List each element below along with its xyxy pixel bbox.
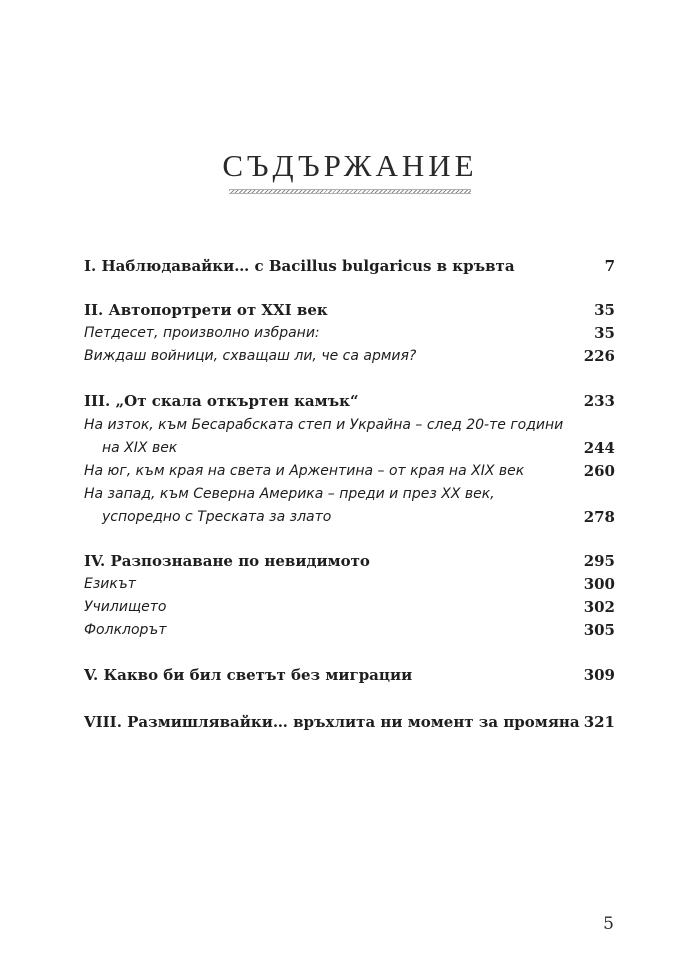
toc-entry-chapter-2	[84, 298, 615, 322]
toc-entry-page: 233	[583, 392, 615, 410]
toc-entry-section	[84, 618, 615, 642]
toc-entry-label: Езикът	[84, 576, 136, 592]
toc-entry-label: VIII. Размишлявайки… връхлита ни момент за промяна	[84, 713, 580, 731]
toc-entry-page: 244	[583, 439, 615, 457]
toc-entry-section	[84, 595, 615, 619]
toc-entry-page: 300	[583, 575, 615, 593]
toc-entry-section	[84, 344, 615, 368]
toc-entry-page: 295	[583, 552, 615, 570]
toc-entry-label: Петдесет, произволно избрани:	[84, 325, 320, 341]
page-number: 5	[603, 914, 614, 934]
toc-entry-label: На юг, към края на света и Аржентина – от края на XIX век	[84, 463, 525, 479]
toc-entry-section	[84, 413, 615, 437]
page-title: СЪДЪРЖАНИЕ	[222, 148, 478, 183]
toc-entry-section	[84, 572, 615, 596]
toc-entry-page: 309	[583, 666, 615, 684]
title-ornament-divider	[229, 189, 471, 194]
toc-entry-page: 321	[583, 713, 615, 731]
toc-entry-page: 35	[594, 301, 615, 319]
toc-entry-label: На запад, към Северна Америка – преди и през XX век,	[84, 486, 495, 502]
toc-entry-section	[84, 459, 615, 483]
toc-entry-label: II. Автопортрети от XXI век	[84, 301, 328, 319]
toc-entry-label: успоредно с Треската за злато	[102, 509, 332, 525]
toc-entry-label: на XIX век	[102, 440, 178, 456]
toc-entry-section	[84, 482, 615, 506]
toc-entry-label: Виждаш войници, схващаш ли, че са армия?	[84, 348, 417, 364]
toc-entry-section	[84, 321, 615, 345]
toc-entry-chapter-1	[84, 254, 615, 278]
toc-entry-section-continuation	[84, 505, 615, 529]
toc-entry-page: 302	[583, 598, 615, 616]
toc-entry-label: V. Какво би бил светът без миграции	[84, 666, 413, 684]
toc-entry-page: 35	[594, 324, 615, 342]
toc-entry-chapter-8	[84, 710, 615, 734]
toc-entry-label: Училището	[84, 599, 167, 615]
toc-entry-page: 278	[583, 508, 615, 526]
toc-entry-page: 305	[583, 621, 615, 639]
toc-entry-page: 260	[583, 462, 615, 480]
toc-entry-page: 226	[583, 347, 615, 365]
toc-entry-chapter-3	[84, 389, 615, 413]
toc-entry-section-continuation	[84, 436, 615, 460]
toc-entry-page: 7	[604, 257, 615, 275]
toc-entry-label: На изток, към Бесарабската степ и Украйна – след 20-те години	[84, 417, 564, 433]
toc-entry-label: IV. Разпознаване по невидимото	[84, 552, 370, 570]
toc-entry-label: I. Наблюдавайки… с Bacillus bulgaricus в кръвта	[84, 257, 515, 275]
toc-entry-label: Фолклорът	[84, 622, 167, 638]
toc-entry-chapter-4	[84, 549, 615, 573]
toc-entry-chapter-5	[84, 663, 615, 687]
toc-entry-label: III. „От скала откъртен камък“	[84, 392, 359, 410]
